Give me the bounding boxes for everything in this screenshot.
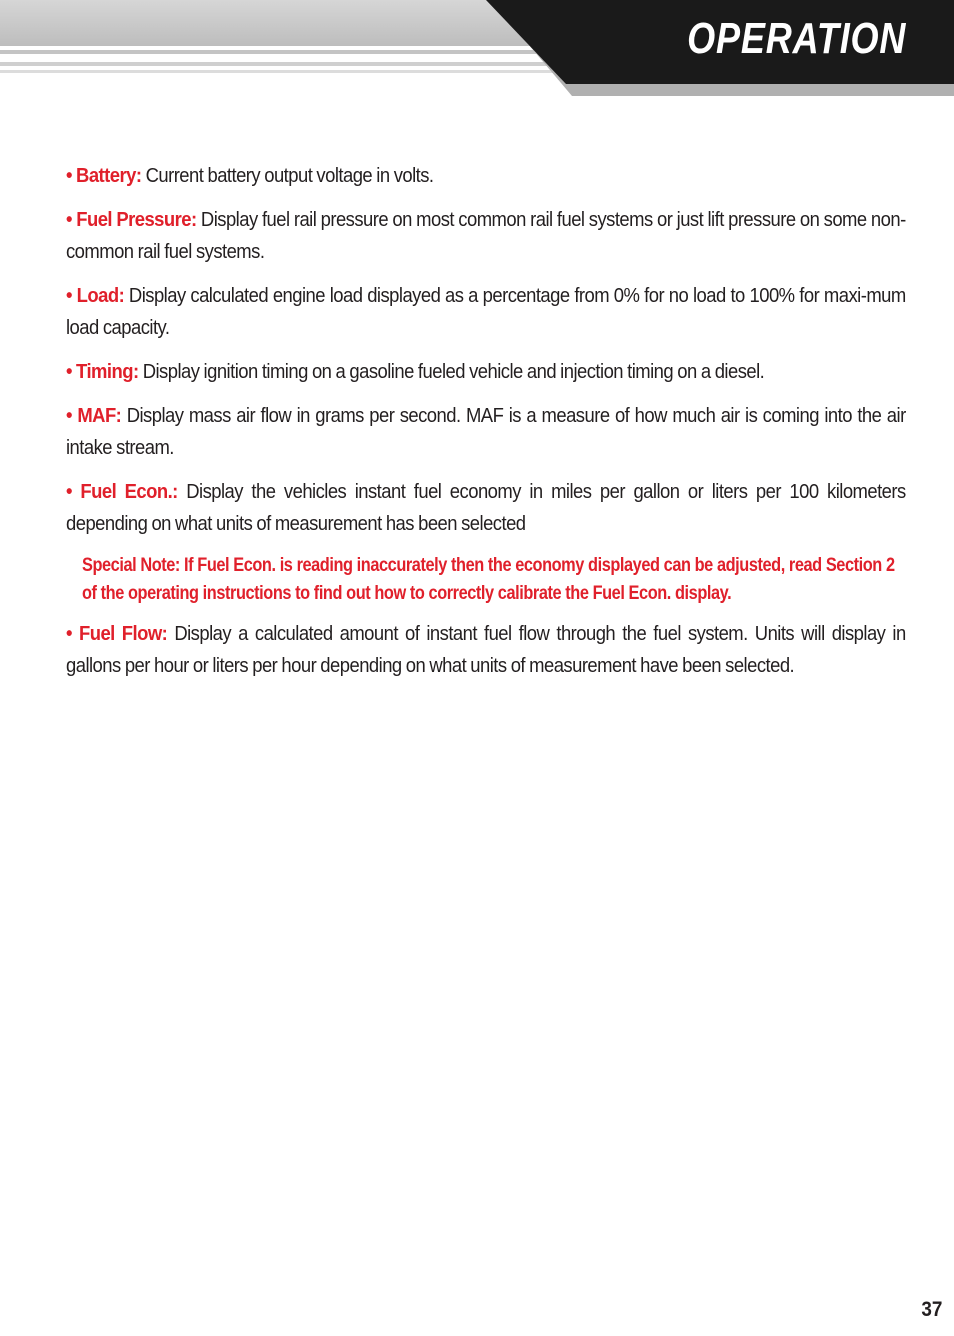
list-item-timing — [66, 356, 906, 388]
list-item-load — [66, 280, 906, 344]
term-description: Display the vehicles instant fuel economy in miles per gallon or liters per 100 kilometers depending on what units of measurement has been selected — [66, 480, 906, 535]
term-description: Display calculated engine load displayed as a percentage from 0% for no load to 100% for maxi-mum load capacity. — [66, 284, 906, 339]
list-item-battery — [66, 160, 906, 192]
section-title: OPERATION — [686, 14, 906, 63]
term-description: Display a calculated amount of instant fuel flow through the fuel system. Units will display in gallons per hour or liters per hour depending on what units of measurement have been selected. — [66, 622, 906, 677]
list-item-maf — [66, 400, 906, 464]
page-number: 37 — [920, 1298, 942, 1321]
list-item-fuel-flow — [66, 618, 906, 682]
term-label: • Fuel Flow: — [66, 622, 168, 645]
page-header — [0, 0, 954, 100]
list-item-fuel-pressure — [66, 204, 906, 268]
term-label: • MAF: — [66, 404, 122, 427]
term-description: Display ignition timing on a gasoline fueled vehicle and injection timing on a diesel. — [138, 360, 765, 383]
term-label: • Timing: — [66, 360, 139, 383]
term-label: • Battery: — [66, 164, 142, 187]
list-item-fuel-econ — [66, 476, 906, 540]
term-label: • Fuel Pressure: — [66, 208, 197, 231]
term-label: • Fuel Econ.: — [66, 480, 178, 503]
term-label: • Load: — [66, 284, 125, 307]
special-note: Special Note: If Fuel Econ. is reading inaccurately then the economy displayed can be adjusted, read Section 2 of the operating instructions to find out how to correctly calibrate the Fuel Econ. display. — [82, 555, 895, 604]
term-description: Display fuel rail pressure on most common rail fuel systems or just lift pressure on some non-common rail fuel systems. — [66, 208, 906, 263]
term-description: Display mass air flow in grams per second. MAF is a measure of how much air is coming into the air intake stream. — [66, 404, 906, 459]
definitions-list — [66, 160, 906, 694]
term-description: Current battery output voltage in volts. — [141, 164, 434, 187]
